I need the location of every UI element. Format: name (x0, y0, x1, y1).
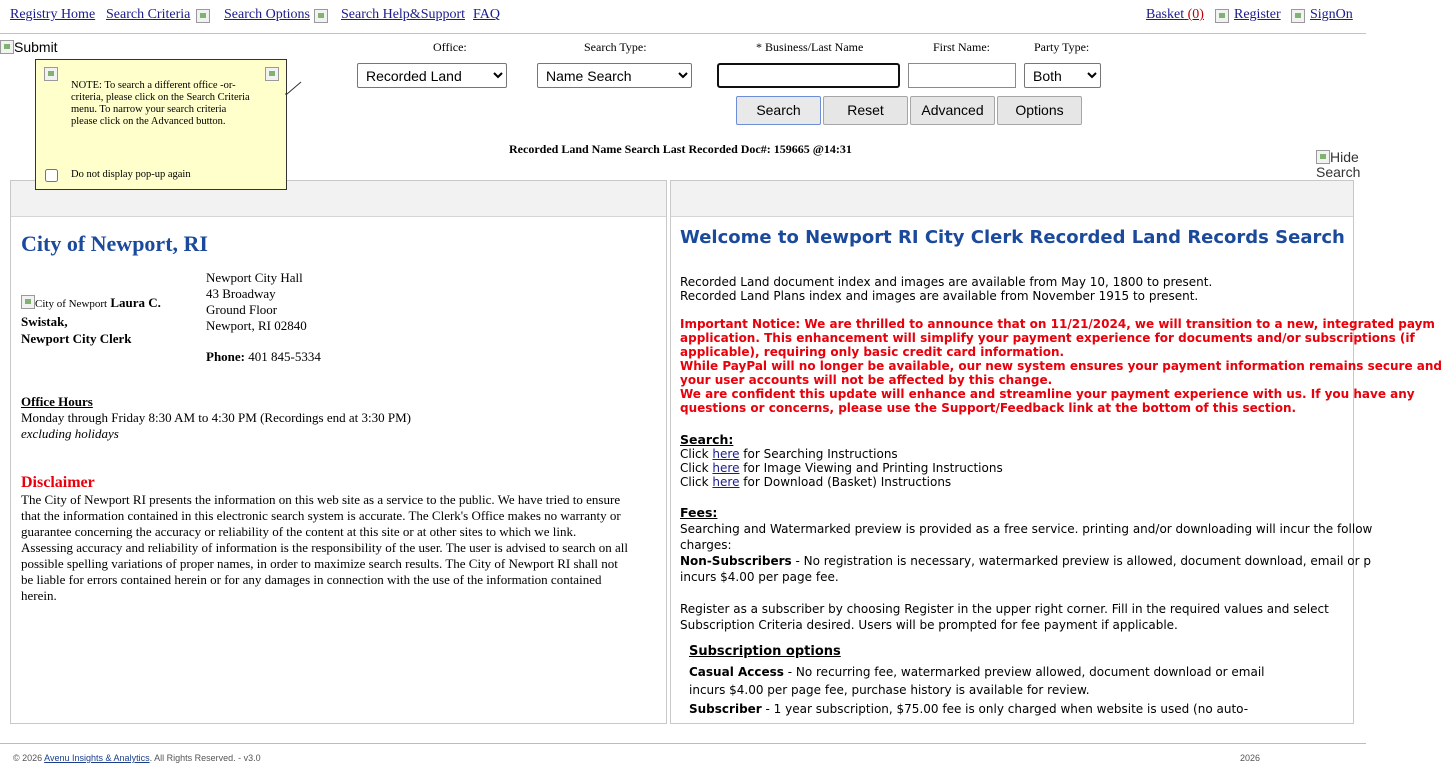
casual-access-text: - No recurring fee, watermarked preview allowed, document download or email (783, 665, 1265, 679)
disclaimer-line: herein. (21, 588, 57, 603)
city-title: City of Newport, RI (21, 231, 208, 256)
popup-corner-icon[interactable] (265, 67, 279, 81)
click-text: Click (680, 475, 709, 489)
register-line: Register as a subscriber by choosing Register in the upper right corner. Fill in the required values and select (680, 602, 1329, 616)
left-panel (10, 180, 667, 724)
instruction-row (680, 447, 1003, 461)
instruction-row (680, 461, 1003, 475)
nav-register-link[interactable]: Register (1234, 7, 1281, 22)
address-line: 43 Broadway (206, 286, 276, 301)
note-popup (35, 59, 287, 190)
options-button[interactable]: Options (997, 96, 1082, 125)
availability-line: Recorded Land document index and images are available from May 10, 1800 to present. (680, 275, 1213, 289)
search-button[interactable]: Search (736, 96, 821, 125)
disclaimer-line: that the information contained in this electronic search system is accurate. The Clerk's Office makes no warranty or (21, 508, 621, 523)
office-label: Office: (433, 40, 467, 54)
notice-line: While PayPal will no longer be available, our new system ensures your payment information remains secure and (680, 359, 1442, 373)
subscriber-text: - 1 year subscription, $75.00 fee is only charged when website is used (no auto- (761, 702, 1249, 716)
download-instructions-link[interactable]: here (712, 475, 740, 489)
office-hours-block (21, 394, 411, 442)
nav-signon-link[interactable]: SignOn (1310, 7, 1353, 22)
phone-label: Phone: (206, 349, 245, 364)
office-hours-note: excluding holidays (21, 426, 119, 441)
subscriber-label: Subscriber (689, 702, 762, 716)
phone-number: 401 845-5334 (248, 349, 321, 364)
nav-registry-home-link[interactable]: Registry Home (10, 7, 96, 22)
party-type-label: Party Type: (1034, 40, 1090, 54)
office-hours-heading: Office Hours (21, 394, 93, 409)
image-viewing-instructions-link[interactable]: here (712, 461, 740, 475)
address-line: Ground Floor (206, 302, 278, 317)
top-nav (0, 0, 1366, 34)
instruction-text: for Image Viewing and Printing Instructions (743, 461, 1003, 475)
basket-label: Basket (1146, 7, 1185, 22)
disclaimer-text (21, 492, 628, 604)
business-last-name-label: * Business/Last Name (756, 40, 864, 54)
notice-line: your user accounts will not be affected by this change. (680, 373, 1053, 387)
click-text: Click (680, 461, 709, 475)
search-options-dropdown-icon[interactable] (314, 9, 328, 23)
phone-line (206, 349, 321, 365)
notice-line: questions or concerns, please use the Support/Feedback link at the bottom of this section. (680, 401, 1297, 415)
disclaimer-line: possible spelling variations of proper names, in order to maximize search results. The City of Newport RI shall not (21, 556, 618, 571)
footer (0, 743, 1366, 769)
do-not-display-label: Do not display pop-up again (71, 169, 191, 180)
basket-count: (0) (1187, 7, 1204, 22)
submit-alt-text: Submit (14, 39, 58, 55)
subscription-heading: Subscription options (689, 644, 841, 659)
disclaimer-line: guarantee concerning the accuracy or reliability of the content at this site or at other sites to which we link. (21, 524, 577, 539)
notice-line: applicable), requiring only basic credit card information. (680, 345, 1065, 359)
welcome-title: Welcome to Newport RI City Clerk Recorded Land Records Search (680, 227, 1345, 248)
disclaimer-heading: Disclaimer (21, 474, 95, 491)
nav-search-help-link[interactable]: Search Help&Support (341, 7, 466, 22)
office-select[interactable] (357, 63, 507, 88)
search-instructions (680, 433, 1003, 489)
reset-button[interactable]: Reset (823, 96, 908, 125)
click-text: Click (680, 447, 709, 461)
notice-line: We are confident this update will enhance and streamline your payment experience with us. If you have any (680, 387, 1415, 401)
first-name-label: First Name: (933, 40, 990, 54)
party-type-select[interactable] (1024, 63, 1101, 88)
register-icon (1215, 9, 1229, 23)
advanced-button[interactable]: Advanced (910, 96, 995, 125)
do-not-display-checkbox[interactable] (45, 169, 58, 182)
search-type-select[interactable] (537, 63, 692, 88)
fees-heading: Fees: (680, 505, 718, 520)
searching-instructions-link[interactable]: here (712, 447, 740, 461)
company-link[interactable]: Avenu Insights & Analytics (44, 753, 150, 763)
office-hours-line: Monday through Friday 8:30 AM to 4:30 PM (Recordings end at 3:30 PM) (21, 410, 411, 425)
subscription-options (689, 643, 1265, 719)
non-subscribers-text: - No registration is necessary, watermarked preview is allowed, document download, email or p (791, 554, 1371, 568)
nav-basket-link[interactable] (1146, 7, 1204, 23)
instruction-row (680, 475, 1003, 489)
popup-pointer (285, 80, 305, 100)
submit-image-button[interactable] (0, 38, 58, 55)
fees-line: charges: (680, 538, 732, 552)
footer-year: 2026 (1240, 753, 1261, 763)
instruction-text: for Download (Basket) Instructions (743, 475, 952, 489)
search-status-text: Recorded Land Name Search Last Recorded Doc#: 159665 @14:31 (509, 142, 852, 156)
business-last-name-input[interactable] (717, 63, 900, 88)
broken-image-icon (0, 40, 14, 54)
fees-block (680, 505, 1372, 633)
address-block (206, 270, 321, 365)
disclaimer-line: The City of Newport RI presents the information on this web site as a service to the public. We have tried to ensure (21, 492, 621, 507)
clerk-block (21, 293, 191, 347)
availability-line: Recorded Land Plans index and images are available from November 1915 to present. (680, 289, 1199, 303)
copyright-rights: . All Rights Reserved. - v3.0 (149, 753, 261, 763)
nav-faq-link[interactable]: FAQ (473, 7, 500, 22)
search-criteria-dropdown-icon[interactable] (196, 9, 210, 23)
search-type-label: Search Type: (584, 40, 647, 54)
non-subscribers-text2: incurs $4.00 per page fee. (680, 570, 839, 584)
disclaimer-line: Assessing accuracy and reliability of information is the responsibility of the user. The user is advised to search on all (21, 540, 629, 555)
popup-note-text: NOTE: To search a different office -or- criteria, please click on the Search Criteria menu. To narrow your search criteria please click on the Advanced button. (71, 80, 250, 127)
copyright-prefix: © 2026 (13, 753, 43, 763)
important-notice (680, 317, 1442, 415)
casual-access-label: Casual Access (689, 665, 784, 679)
notice-line: application. This enhancement will simplify your payment experience for documents and/or subscriptions (if (680, 331, 1415, 345)
availability-block (680, 275, 1212, 303)
nav-search-criteria-link[interactable]: Search Criteria (106, 7, 191, 22)
city-logo-alt: City of Newport (35, 298, 108, 310)
right-panel (670, 180, 1442, 724)
address-line: Newport, RI 02840 (206, 318, 307, 333)
popup-close-icon[interactable] (44, 67, 58, 81)
non-subscribers-label: Non-Subscribers (680, 554, 792, 568)
fees-line: Searching and Watermarked preview is provided as a free service. printing and/or downloading will incur the follow (680, 522, 1373, 536)
hide-search-button[interactable] (1316, 148, 1364, 180)
signon-icon (1291, 9, 1305, 23)
casual-access-text2: incurs $4.00 per page fee, purchase history is available for review. (689, 683, 1090, 697)
nav-search-options-link[interactable]: Search Options (224, 7, 310, 22)
first-name-input[interactable] (908, 63, 1016, 88)
clerk-title: Newport City Clerk (21, 331, 132, 346)
instruction-text: for Searching Instructions (743, 447, 898, 461)
hide-search-alt-text: Hide Search (1316, 149, 1361, 180)
city-logo-image (21, 295, 35, 309)
address-line: Newport City Hall (206, 270, 303, 285)
notice-line: Important Notice: We are thrilled to announce that on 11/21/2024, we will transition to a new, integrated paym (680, 317, 1435, 331)
copyright (13, 753, 261, 763)
register-line: Subscription Criteria desired. Users will be prompted for fee payment if applicable. (680, 618, 1178, 632)
right-panel-header (671, 181, 1353, 217)
disclaimer-line: be liable for errors contained herein or for any damages in connection with the use of the information contained (21, 572, 602, 587)
search-heading: Search: (680, 432, 734, 447)
clerk-name: Laura C. Swistak, (21, 295, 161, 329)
broken-image-icon (1316, 150, 1330, 164)
